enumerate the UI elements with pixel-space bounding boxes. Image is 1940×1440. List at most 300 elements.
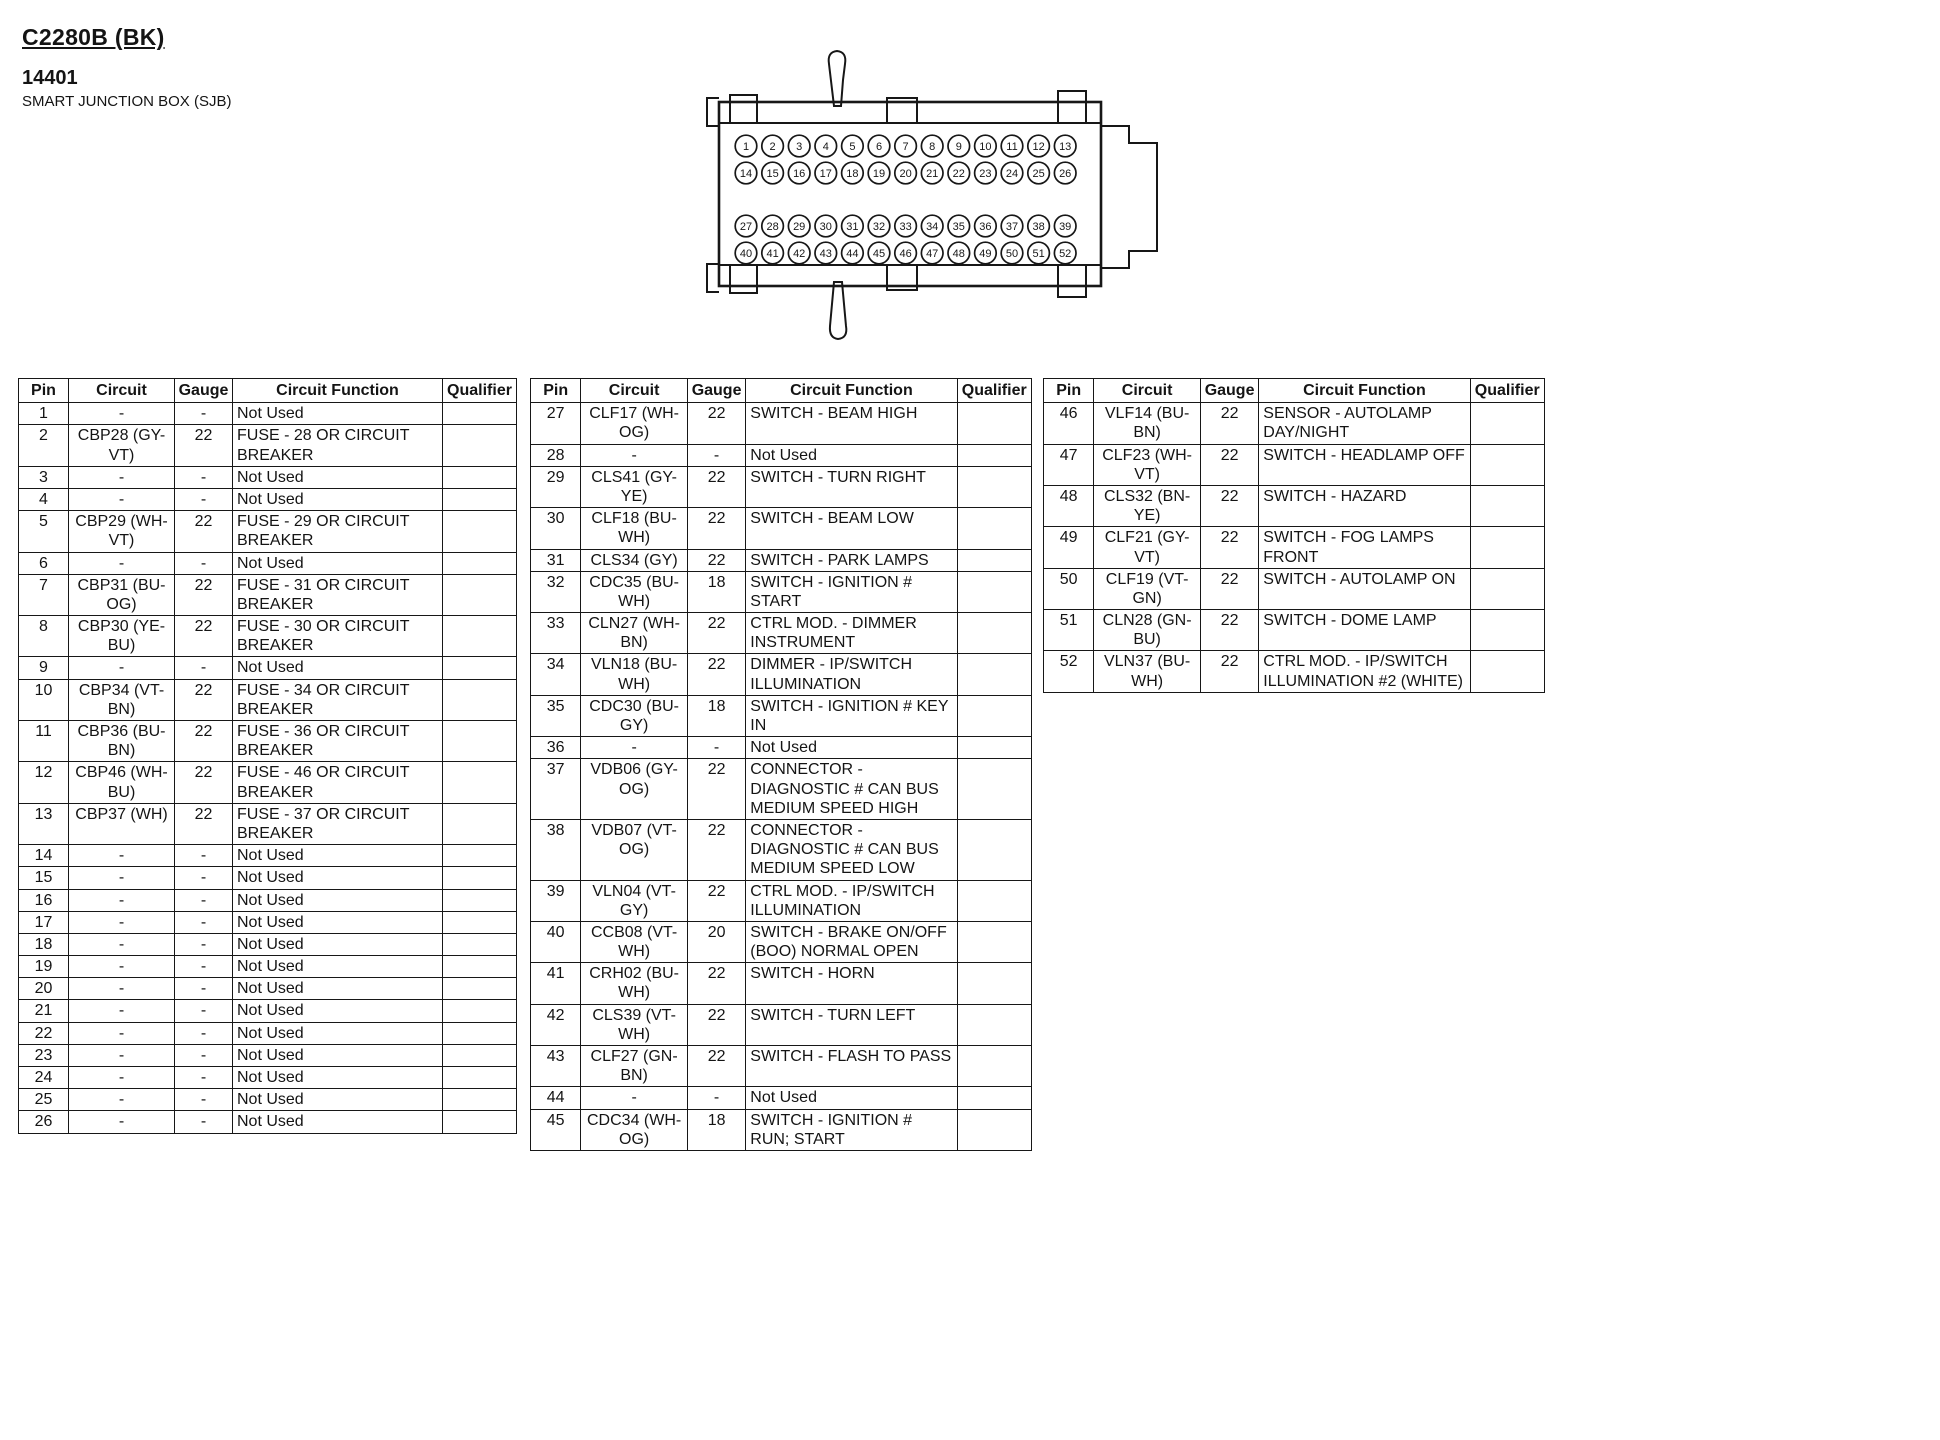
pin-row [19, 1044, 517, 1066]
connector-pin-number: 27 [739, 221, 753, 233]
function-cell: Not Used [233, 466, 443, 488]
doc-header [22, 24, 231, 110]
connector-pin-number: 43 [819, 248, 832, 260]
pin-cell: 4 [19, 488, 69, 510]
circuit-cell: - [69, 1067, 175, 1089]
circuit-cell: - [69, 911, 175, 933]
function-cell: SWITCH - IGNITION # RUN; START [746, 1109, 957, 1150]
part-number: 14401 [22, 67, 78, 89]
gauge-cell: 22 [1200, 403, 1258, 444]
pin-row [531, 571, 1032, 612]
function-cell: CTRL MOD. - IP/SWITCH ILLUMINATION #2 (WHITE) [1259, 651, 1470, 692]
pin-cell: 48 [1044, 485, 1094, 526]
qualifier-cell [957, 1109, 1031, 1150]
function-cell: SWITCH - PARK LAMPS [746, 549, 957, 571]
qualifier-cell [957, 654, 1031, 695]
gauge-cell: 22 [687, 880, 745, 921]
pin-cell: 12 [19, 762, 69, 803]
connector-pin-number: 11 [1006, 141, 1018, 153]
pin-cell: 26 [19, 1111, 69, 1133]
qualifier-cell [957, 444, 1031, 466]
pin-cell: 50 [1044, 568, 1094, 609]
pin-cell: 30 [531, 508, 581, 549]
gauge-cell: - [175, 657, 233, 679]
qualifier-cell [1470, 403, 1544, 444]
circuit-cell: - [69, 978, 175, 1000]
connector-pin-number: 8 [929, 141, 936, 153]
connector-pin-number: 24 [1005, 168, 1019, 180]
connector-pin-number: 40 [739, 248, 753, 260]
gauge-cell: 22 [1200, 485, 1258, 526]
function-cell: Not Used [233, 1044, 443, 1066]
connector-pin-number: 46 [899, 248, 912, 260]
pin-cell: 49 [1044, 527, 1094, 568]
function-cell: FUSE - 46 OR CIRCUIT BREAKER [233, 762, 443, 803]
pin-row [531, 466, 1032, 507]
pin-cell: 20 [19, 978, 69, 1000]
function-cell: SWITCH - HAZARD [1259, 485, 1470, 526]
gauge-cell: 22 [175, 616, 233, 657]
qualifier-cell [443, 574, 517, 615]
connector-pin-number: 49 [979, 248, 992, 260]
qualifier-cell [443, 616, 517, 657]
pin-row [531, 613, 1032, 654]
pin-cell: 2 [19, 425, 69, 466]
function-cell: Not Used [746, 444, 957, 466]
pin-row [19, 867, 517, 889]
connector-face-diagram [698, 46, 1168, 356]
function-cell: Not Used [233, 1089, 443, 1111]
pin-cell: 25 [19, 1089, 69, 1111]
qualifier-cell [957, 403, 1031, 444]
pin-row [19, 552, 517, 574]
connector-pin-number: 23 [979, 168, 992, 180]
connector-pin-number: 21 [926, 168, 939, 180]
column-header-function: Circuit Function [233, 379, 443, 403]
connector-pin-number: 1 [742, 141, 750, 153]
gauge-cell: - [175, 466, 233, 488]
circuit-cell: CBP31 (BU-OG) [69, 574, 175, 615]
circuit-cell: - [69, 1111, 175, 1133]
connector-pin-number: 50 [1005, 248, 1019, 260]
qualifier-cell [443, 1111, 517, 1133]
header-row [531, 379, 1032, 403]
pin-row [19, 1022, 517, 1044]
circuit-cell: CLF19 (VT-GN) [1094, 568, 1201, 609]
pin-cell: 39 [531, 880, 581, 921]
qualifier-cell [443, 657, 517, 679]
qualifier-cell [443, 803, 517, 844]
pin-cell: 29 [531, 466, 581, 507]
gauge-cell: - [175, 889, 233, 911]
function-cell: SWITCH - DOME LAMP [1259, 610, 1470, 651]
gauge-cell: 22 [1200, 610, 1258, 651]
qualifier-cell [957, 613, 1031, 654]
connector-pin-number: 7 [902, 141, 909, 153]
qualifier-cell [957, 963, 1031, 1004]
connector-pin-number: 52 [1059, 248, 1072, 260]
circuit-cell: CBP28 (GY-VT) [69, 425, 175, 466]
connector-pin-number: 47 [926, 248, 939, 260]
circuit-cell: VLN37 (BU-WH) [1094, 651, 1201, 692]
pin-row [19, 657, 517, 679]
pin-cell: 5 [19, 511, 69, 552]
column-header-gauge: Gauge [687, 379, 745, 403]
connector-pin-number: 9 [955, 141, 962, 153]
function-cell: SWITCH - BEAM LOW [746, 508, 957, 549]
circuit-cell: - [69, 466, 175, 488]
function-cell: FUSE - 28 OR CIRCUIT BREAKER [233, 425, 443, 466]
pin-row [19, 933, 517, 955]
gauge-cell: - [175, 845, 233, 867]
pin-row [531, 695, 1032, 736]
gauge-cell: 22 [175, 679, 233, 720]
function-cell: SWITCH - TURN RIGHT [746, 466, 957, 507]
pin-cell: 11 [19, 721, 69, 762]
gauge-cell: 22 [1200, 527, 1258, 568]
connector-pin-number: 42 [793, 248, 806, 260]
qualifier-cell [957, 1046, 1031, 1087]
connector-left-ear-bottom [707, 264, 719, 292]
qualifier-cell [443, 1089, 517, 1111]
pin-row [1044, 568, 1545, 609]
pin-table-27-45 [530, 378, 1032, 1151]
part-description: SMART JUNCTION BOX (SJB) [22, 93, 232, 110]
qualifier-cell [443, 552, 517, 574]
connector-tab [730, 265, 757, 293]
pin-cell: 21 [19, 1000, 69, 1022]
circuit-cell: CCB08 (VT-WH) [581, 921, 688, 962]
pin-row [531, 1046, 1032, 1087]
column-header-pin: Pin [531, 379, 581, 403]
gauge-cell: 22 [175, 425, 233, 466]
gauge-cell: - [175, 933, 233, 955]
function-cell: SENSOR - AUTOLAMP DAY/NIGHT [1259, 403, 1470, 444]
qualifier-cell [957, 1087, 1031, 1109]
gauge-cell: - [687, 737, 745, 759]
pin-row [19, 488, 517, 510]
gauge-cell: 22 [1200, 568, 1258, 609]
pin-cell: 51 [1044, 610, 1094, 651]
circuit-cell: - [69, 1000, 175, 1022]
connector-pin-number: 35 [952, 221, 965, 233]
pin-cell: 16 [19, 889, 69, 911]
connector-pin-number: 12 [1032, 141, 1045, 153]
connector-pin-number: 25 [1032, 168, 1045, 180]
pin-row [531, 921, 1032, 962]
column-header-pin: Pin [19, 379, 69, 403]
gauge-cell: 22 [687, 466, 745, 507]
qualifier-cell [443, 845, 517, 867]
qualifier-cell [443, 403, 517, 425]
circuit-cell: CLN28 (GN-BU) [1094, 610, 1201, 651]
qualifier-cell [957, 549, 1031, 571]
column-header-gauge: Gauge [175, 379, 233, 403]
function-cell: Not Used [233, 889, 443, 911]
circuit-cell: CLF18 (BU-WH) [581, 508, 688, 549]
header-row [1044, 379, 1545, 403]
circuit-cell: CLS32 (BN-YE) [1094, 485, 1201, 526]
gauge-cell: 22 [687, 508, 745, 549]
gauge-cell: 22 [687, 403, 745, 444]
connector-pin-number: 14 [739, 168, 753, 180]
function-cell: SWITCH - HEADLAMP OFF [1259, 444, 1470, 485]
gauge-cell: 22 [687, 1004, 745, 1045]
pin-cell: 9 [19, 657, 69, 679]
pin-row [19, 511, 517, 552]
pin-table-46-52 [1043, 378, 1545, 693]
gauge-cell: - [175, 1044, 233, 1066]
connector-pin-number: 26 [1059, 168, 1072, 180]
pin-row [19, 1067, 517, 1089]
pin-row [19, 721, 517, 762]
column-header-qualifier: Qualifier [957, 379, 1031, 403]
connector-pin-number: 38 [1032, 221, 1045, 233]
function-cell: Not Used [233, 978, 443, 1000]
qualifier-cell [443, 1067, 517, 1089]
function-cell: CTRL MOD. - DIMMER INSTRUMENT [746, 613, 957, 654]
function-cell: FUSE - 30 OR CIRCUIT BREAKER [233, 616, 443, 657]
pin-row [19, 762, 517, 803]
qualifier-cell [957, 695, 1031, 736]
function-cell: Not Used [233, 933, 443, 955]
function-cell: Not Used [746, 1087, 957, 1109]
column-header-circuit: Circuit [581, 379, 688, 403]
function-cell: Not Used [233, 956, 443, 978]
gauge-cell: - [175, 1067, 233, 1089]
pin-cell: 34 [531, 654, 581, 695]
qualifier-cell [957, 759, 1031, 820]
qualifier-cell [957, 921, 1031, 962]
connector-pin-number: 31 [846, 221, 859, 233]
function-cell: SWITCH - IGNITION # KEY IN [746, 695, 957, 736]
connector-pins [735, 135, 1076, 264]
function-cell: SWITCH - AUTOLAMP ON [1259, 568, 1470, 609]
function-cell: Not Used [233, 552, 443, 574]
qualifier-cell [957, 819, 1031, 880]
qualifier-cell [1470, 527, 1544, 568]
function-cell: FUSE - 31 OR CIRCUIT BREAKER [233, 574, 443, 615]
qualifier-cell [443, 466, 517, 488]
gauge-cell: 22 [687, 549, 745, 571]
gauge-cell: - [175, 1089, 233, 1111]
qualifier-cell [443, 762, 517, 803]
connector-pin-number: 30 [819, 221, 832, 233]
pin-cell: 10 [19, 679, 69, 720]
gauge-cell: - [175, 552, 233, 574]
connector-pin-number: 34 [926, 221, 939, 233]
pin-row [531, 1087, 1032, 1109]
connector-pin-number: 6 [875, 141, 883, 153]
gauge-cell: 18 [687, 695, 745, 736]
connector-pin-number: 16 [793, 168, 806, 180]
pin-row [1044, 485, 1545, 526]
qualifier-cell [957, 737, 1031, 759]
pin-cell: 42 [531, 1004, 581, 1045]
function-cell: SWITCH - IGNITION # START [746, 571, 957, 612]
pin-cell: 43 [531, 1046, 581, 1087]
gauge-cell: 22 [687, 654, 745, 695]
pin-row [19, 956, 517, 978]
gauge-cell: - [175, 1000, 233, 1022]
circuit-cell: - [69, 845, 175, 867]
pin-cell: 45 [531, 1109, 581, 1150]
qualifier-cell [957, 880, 1031, 921]
pin-row [19, 403, 517, 425]
qualifier-cell [957, 508, 1031, 549]
pin-row [531, 880, 1032, 921]
gauge-cell: 22 [175, 721, 233, 762]
circuit-cell: - [69, 867, 175, 889]
connector-tab [730, 95, 757, 123]
gauge-cell: - [175, 1022, 233, 1044]
pin-cell: 18 [19, 933, 69, 955]
circuit-cell: VDB06 (GY-OG) [581, 759, 688, 820]
connector-pin-number: 18 [846, 168, 859, 180]
connector-right-flange [1101, 126, 1157, 268]
pin-row [19, 425, 517, 466]
pin-row [19, 911, 517, 933]
connector-pin-number: 5 [849, 141, 856, 153]
gauge-cell: - [175, 978, 233, 1000]
pin-cell: 15 [19, 867, 69, 889]
function-cell: Not Used [233, 1022, 443, 1044]
qualifier-cell [443, 1022, 517, 1044]
pin-cell: 46 [1044, 403, 1094, 444]
pin-row [1044, 527, 1545, 568]
pin-cell: 47 [1044, 444, 1094, 485]
pin-cell: 13 [19, 803, 69, 844]
qualifier-cell [957, 466, 1031, 507]
pin-cell: 36 [531, 737, 581, 759]
gauge-cell: 22 [1200, 444, 1258, 485]
gauge-cell: - [175, 403, 233, 425]
function-cell: SWITCH - TURN LEFT [746, 1004, 957, 1045]
gauge-cell: 20 [687, 921, 745, 962]
circuit-cell: - [69, 403, 175, 425]
circuit-cell: CBP30 (YE-BU) [69, 616, 175, 657]
circuit-cell: - [69, 1022, 175, 1044]
function-cell: SWITCH - FOG LAMPS FRONT [1259, 527, 1470, 568]
pin-table-1-26 [18, 378, 517, 1134]
circuit-cell: CBP46 (WH-BU) [69, 762, 175, 803]
pin-cell: 38 [531, 819, 581, 880]
connector-pin-number: 39 [1059, 221, 1072, 233]
pin-cell: 7 [19, 574, 69, 615]
function-cell: SWITCH - BEAM HIGH [746, 403, 957, 444]
connector-pin-number: 22 [952, 168, 965, 180]
gauge-cell: 22 [1200, 651, 1258, 692]
pin-cell: 23 [19, 1044, 69, 1066]
pin-row [531, 549, 1032, 571]
function-cell: Not Used [233, 1067, 443, 1089]
circuit-cell: CDC35 (BU-WH) [581, 571, 688, 612]
pin-row [19, 1111, 517, 1133]
circuit-cell: CRH02 (BU-WH) [581, 963, 688, 1004]
circuit-cell: CDC34 (WH-OG) [581, 1109, 688, 1150]
circuit-cell: CLF21 (GY-VT) [1094, 527, 1201, 568]
circuit-cell: - [69, 1089, 175, 1111]
function-cell: SWITCH - BRAKE ON/OFF (BOO) NORMAL OPEN [746, 921, 957, 962]
connector-title: C2280B (BK) [22, 24, 165, 50]
qualifier-cell [443, 679, 517, 720]
function-cell: Not Used [233, 1000, 443, 1022]
connector-pin-number: 44 [846, 248, 859, 260]
qualifier-cell [443, 956, 517, 978]
pin-cell: 3 [19, 466, 69, 488]
connector-pin-number: 51 [1032, 248, 1045, 260]
pin-row [531, 1109, 1032, 1150]
connector-pin-number: 48 [952, 248, 965, 260]
function-cell: Not Used [233, 403, 443, 425]
connector-pin-number: 13 [1059, 141, 1072, 153]
connector-pin-number: 41 [766, 248, 779, 260]
qualifier-cell [1470, 444, 1544, 485]
pin-cell: 24 [19, 1067, 69, 1089]
pin-cell: 28 [531, 444, 581, 466]
pin-row [1044, 651, 1545, 692]
qualifier-cell [443, 1000, 517, 1022]
pin-row [531, 963, 1032, 1004]
column-header-gauge: Gauge [1200, 379, 1258, 403]
column-header-circuit: Circuit [69, 379, 175, 403]
connector-top-latch [829, 51, 846, 106]
qualifier-cell [1470, 651, 1544, 692]
function-cell: Not Used [233, 657, 443, 679]
qualifier-cell [1470, 485, 1544, 526]
connector-left-ear-top [707, 98, 719, 126]
function-cell: CONNECTOR - DIAGNOSTIC # CAN BUS MEDIUM SPEED LOW [746, 819, 957, 880]
circuit-cell: - [69, 933, 175, 955]
function-cell: CONNECTOR - DIAGNOSTIC # CAN BUS MEDIUM SPEED HIGH [746, 759, 957, 820]
pin-row [19, 845, 517, 867]
connector-pin-number: 10 [979, 141, 992, 153]
pin-cell: 37 [531, 759, 581, 820]
pin-row [531, 444, 1032, 466]
connector-pin-number: 37 [1005, 221, 1019, 233]
pin-cell: 52 [1044, 651, 1094, 692]
qualifier-cell [1470, 568, 1544, 609]
qualifier-cell [443, 425, 517, 466]
function-cell: Not Used [233, 867, 443, 889]
column-header-pin: Pin [1044, 379, 1094, 403]
circuit-cell: - [581, 444, 688, 466]
circuit-cell: - [69, 1044, 175, 1066]
pin-row [19, 679, 517, 720]
function-cell: SWITCH - FLASH TO PASS [746, 1046, 957, 1087]
connector-pin-number: 32 [872, 221, 886, 233]
pin-cell: 17 [19, 911, 69, 933]
connector-pin-number: 28 [766, 221, 779, 233]
circuit-cell: - [69, 657, 175, 679]
qualifier-cell [957, 571, 1031, 612]
circuit-cell: CBP36 (BU-BN) [69, 721, 175, 762]
pin-cell: 35 [531, 695, 581, 736]
pin-cell: 40 [531, 921, 581, 962]
circuit-cell: VLF14 (BU-BN) [1094, 403, 1201, 444]
gauge-cell: 22 [687, 613, 745, 654]
column-header-function: Circuit Function [1259, 379, 1470, 403]
gauge-cell: 22 [175, 511, 233, 552]
circuit-cell: - [69, 956, 175, 978]
column-header-qualifier: Qualifier [443, 379, 517, 403]
pin-row [531, 819, 1032, 880]
pin-cell: 44 [531, 1087, 581, 1109]
circuit-cell: - [581, 737, 688, 759]
circuit-cell: CBP29 (WH-VT) [69, 511, 175, 552]
gauge-cell: - [175, 867, 233, 889]
function-cell: Not Used [746, 737, 957, 759]
